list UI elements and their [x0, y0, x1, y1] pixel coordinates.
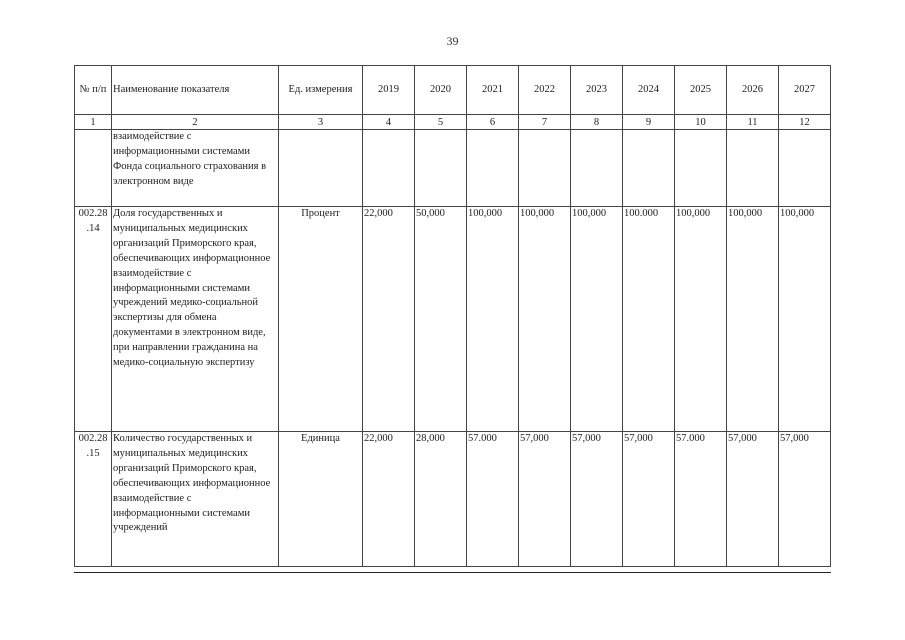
index-cell: 6	[467, 115, 519, 130]
row-code: 002.28 .14	[75, 207, 112, 432]
value-cell: 100,000	[675, 207, 727, 432]
value-cell: 57,000	[571, 432, 623, 567]
index-cell: 8	[571, 115, 623, 130]
unit-cell: Единица	[279, 432, 363, 567]
value-cell	[467, 130, 519, 207]
row-code	[75, 130, 112, 207]
table-row	[75, 207, 831, 432]
header-cell-year: 2020	[415, 66, 467, 115]
value-cell: 100.000	[623, 207, 675, 432]
value-cell	[675, 130, 727, 207]
value-cell: 100,000	[727, 207, 779, 432]
value-cell: 22,000	[363, 432, 415, 567]
value-cell: 100,000	[467, 207, 519, 432]
indicator-table	[74, 65, 831, 567]
header-cell-year: 2023	[571, 66, 623, 115]
table-row	[75, 130, 831, 207]
column-index-row	[75, 115, 831, 130]
value-cell	[727, 130, 779, 207]
value-cell	[623, 130, 675, 207]
header-cell-year: 2026	[727, 66, 779, 115]
value-cell	[519, 130, 571, 207]
value-cell: 57.000	[467, 432, 519, 567]
table-bottom-rule	[74, 572, 831, 573]
index-cell: 10	[675, 115, 727, 130]
value-cell: 100,000	[571, 207, 623, 432]
header-cell-unit: Ед. измерения	[279, 66, 363, 115]
index-cell: 1	[75, 115, 112, 130]
unit-cell: Процент	[279, 207, 363, 432]
value-cell: 57.000	[675, 432, 727, 567]
index-cell: 2	[112, 115, 279, 130]
index-cell: 11	[727, 115, 779, 130]
table-row	[75, 432, 831, 567]
header-cell-year: 2027	[779, 66, 831, 115]
value-cell: 28,000	[415, 432, 467, 567]
header-cell-year: 2022	[519, 66, 571, 115]
table-header-row	[75, 66, 831, 115]
unit-cell	[279, 130, 363, 207]
index-cell: 3	[279, 115, 363, 130]
value-cell	[363, 130, 415, 207]
value-cell	[571, 130, 623, 207]
row-code: 002.28 .15	[75, 432, 112, 567]
index-cell: 9	[623, 115, 675, 130]
value-cell: 57,000	[779, 432, 831, 567]
header-cell-year: 2019	[363, 66, 415, 115]
value-cell: 57,000	[727, 432, 779, 567]
value-cell: 100,000	[519, 207, 571, 432]
header-cell-year: 2024	[623, 66, 675, 115]
indicator-name: Количество государственных и муниципальных медицинских организаций Приморского края, обеспечивающих информационное взаимодействие с информационными системами учреждений	[112, 432, 279, 567]
indicator-name: Доля государственных и муниципальных медицинских организаций Приморского края, обеспечивающих информационное взаимодействие с информационными системами учреждений медико-социальной экспертизы для обмена документами в электронном виде, при направлении гражданина на медико-социальную экспертизу	[112, 207, 279, 432]
value-cell	[779, 130, 831, 207]
value-cell: 50,000	[415, 207, 467, 432]
header-cell-number: № п/п	[75, 66, 112, 115]
indicator-name: взаимодействие с информационными системами Фонда социального страхования в электронном виде	[112, 130, 279, 207]
header-cell-name: Наименование показателя	[112, 66, 279, 115]
value-cell: 57,000	[623, 432, 675, 567]
index-cell: 4	[363, 115, 415, 130]
index-cell: 12	[779, 115, 831, 130]
value-cell	[415, 130, 467, 207]
index-cell: 5	[415, 115, 467, 130]
value-cell: 57,000	[519, 432, 571, 567]
header-cell-year: 2025	[675, 66, 727, 115]
value-cell: 22,000	[363, 207, 415, 432]
index-cell: 7	[519, 115, 571, 130]
value-cell: 100,000	[779, 207, 831, 432]
header-cell-year: 2021	[467, 66, 519, 115]
page-number: 39	[446, 34, 459, 48]
